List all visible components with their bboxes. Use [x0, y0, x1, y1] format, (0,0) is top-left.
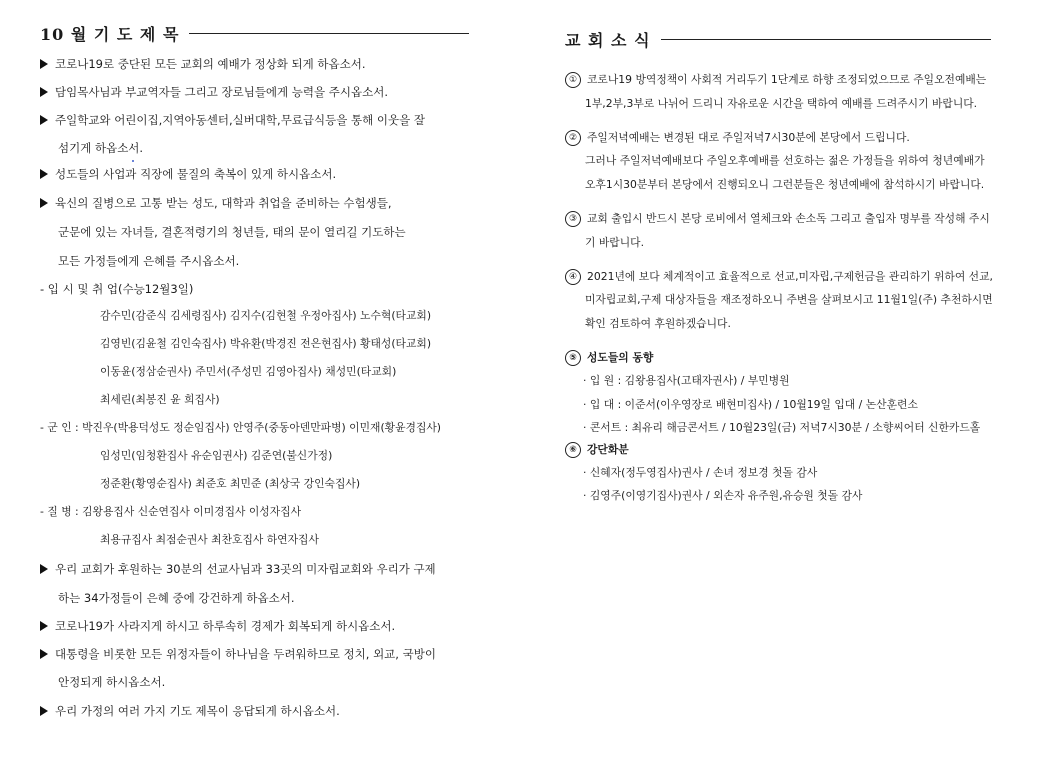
- news-heading: [565, 28, 991, 51]
- triangle-bullet-icon: [40, 59, 48, 69]
- name-list: 최용규집사 최점순권사 최찬호집사 하연자집사: [100, 533, 319, 546]
- news-item-continued: 미자립교회,구제 대상자들을 재조정하오니 주변을 살펴보시고 11월1일(주) 추천하시면: [585, 293, 993, 306]
- news-item-4: ④ 2021년에 보다 체계적이고 효율적으로 선교,미자립,구제헌금을 관리하기 위하여 선교,: [565, 269, 993, 285]
- news-title: 교 회 소 식: [565, 31, 651, 50]
- triangle-bullet-icon: [40, 649, 48, 659]
- news-item-continued: 확인 검토하여 후원하겠습니다.: [585, 317, 731, 330]
- prayer-item: 코로나19로 중단된 모든 교회의 예배가 정상화 되게 하옵소서.: [40, 56, 366, 72]
- news-item-1: ① 코로나19 방역정책이 사회적 거리두기 1단계로 하향 조정되었으므로 주일오전예배는: [565, 72, 986, 88]
- member-news: · 콘서트 : 최유리 해금콘서트 / 10월23일(금) 저녁7시30분 / 소향씨어터 신한카드홀: [583, 421, 981, 434]
- flower-news: · 김영주(이영기집사)권사 / 외손자 유주원,유승원 첫돌 감사: [583, 489, 863, 502]
- circled-number-icon: ⑥: [565, 442, 581, 458]
- triangle-bullet-icon: [40, 706, 48, 716]
- circled-number-icon: ④: [565, 269, 581, 285]
- stray-dot: [132, 160, 134, 162]
- news-item-continued: 그러나 주일저녁예배보다 주일오후예배를 선호하는 젊은 가정들을 위하여 청년예배가: [585, 154, 985, 167]
- name-list: 이동윤(정삼순권사) 주민서(주성민 김영아집사) 채성민(타교회): [100, 365, 397, 378]
- name-list: 감수민(감준식 김세령집사) 김지수(김현철 우정아집사) 노수혁(타교회): [100, 309, 432, 322]
- circled-number-icon: ②: [565, 130, 581, 146]
- prayer-item: 주일학교와 어린이집,지역아동센터,실버대학,무료급식등을 통해 이웃을 잘: [40, 112, 425, 128]
- prayer-item-continued: 섬기게 하옵소서.: [58, 141, 144, 155]
- illness-heading: - 질 병 : 김왕용집사 신순연집사 이미경집사 이성자집사: [40, 505, 302, 518]
- name-list: 정준환(황영순집사) 최준호 최민준 (최상국 강인숙집사): [100, 477, 361, 490]
- news-item-continued: 오후1시30분부터 본당에서 진행되오니 그런분들은 청년예배에 참석하시기 바랍니다.: [585, 178, 985, 191]
- triangle-bullet-icon: [40, 564, 48, 574]
- triangle-bullet-icon: [40, 621, 48, 631]
- news-item-continued: 기 바랍니다.: [585, 236, 645, 249]
- news-item-6: ⑥ 강단화분: [565, 442, 629, 458]
- circled-number-icon: ⑤: [565, 350, 581, 366]
- circled-number-icon: ③: [565, 211, 581, 227]
- prayer-title: 10 월 기 도 제 목: [40, 25, 180, 44]
- name-list: 김영빈(김윤철 김인숙집사) 박유환(박경진 전은현집사) 황태성(타교회): [100, 337, 432, 350]
- triangle-bullet-icon: [40, 169, 48, 179]
- prayer-item-continued: 모든 가정들에게 은혜를 주시옵소서.: [58, 254, 240, 268]
- prayer-item: 성도들의 사업과 직장에 물질의 축복이 있게 하시옵소서.: [40, 166, 336, 182]
- military-heading: - 군 인 : 박진우(박용덕성도 정순임집사) 안영주(중동아덴만파병) 이민재(황윤경집사): [40, 421, 442, 434]
- news-item-2: ② 주일저녁예배는 변경된 대로 주일저녁7시30분에 본당에서 드립니다.: [565, 130, 910, 146]
- prayer-item-continued: 하는 34가정들이 은혜 중에 강건하게 하옵소서.: [58, 591, 295, 605]
- prayer-item: 코로나19가 사라지게 하시고 하루속히 경제가 회복되게 하시옵소서.: [40, 618, 395, 634]
- prayer-item-continued: 군문에 있는 자녀들, 결혼적령기의 청년들, 태의 문이 열리길 기도하는: [58, 225, 406, 239]
- news-item-continued: 1부,2부,3부로 나뉘어 드리니 자유로운 시간을 택하여 예배를 드려주시기 바랍니다.: [585, 97, 978, 110]
- exam-heading: - 입 시 및 취 업(수능12월3일): [40, 282, 194, 296]
- heading-rule: [661, 39, 991, 40]
- circled-number-icon: ①: [565, 72, 581, 88]
- news-item-3: ③ 교회 출입시 반드시 본당 로비에서 열체크와 손소독 그리고 출입자 명부를 작성해 주시: [565, 211, 990, 227]
- member-news: · 입 원 : 김왕용집사(고태자권사) / 부민병원: [583, 374, 790, 387]
- member-news: · 입 대 : 이준서(이우영장로 배현미집사) / 10월19일 입대 / 논산훈련소: [583, 398, 918, 411]
- prayer-heading: [40, 22, 469, 45]
- prayer-item: 대통령을 비롯한 모든 위정자들이 하나님을 두려워하므로 정치, 외교, 국방이: [40, 646, 436, 662]
- name-list: 임성민(임청환집사 유순임권사) 김준연(불신가정): [100, 449, 333, 462]
- prayer-item-continued: 안정되게 하시옵소서.: [58, 675, 166, 689]
- flower-news: · 신혜자(정두영집사)권사 / 손녀 정보경 첫돌 감사: [583, 466, 818, 479]
- heading-rule: [189, 33, 469, 34]
- prayer-item: 담임목사님과 부교역자들 그리고 장로님들에게 능력을 주시옵소서.: [40, 84, 388, 100]
- triangle-bullet-icon: [40, 198, 48, 208]
- name-list: 최세린(최봉진 윤 희집사): [100, 393, 220, 406]
- prayer-item: 육신의 질병으로 고통 받는 성도, 대학과 취업을 준비하는 수험생들,: [40, 195, 392, 211]
- prayer-item: 우리 가정의 여러 가지 기도 제목이 응답되게 하시옵소서.: [40, 703, 340, 719]
- prayer-item: 우리 교회가 후원하는 30분의 선교사님과 33곳의 미자립교회와 우리가 구제: [40, 561, 436, 577]
- triangle-bullet-icon: [40, 87, 48, 97]
- triangle-bullet-icon: [40, 115, 48, 125]
- news-item-5: ⑤ 성도들의 동향: [565, 350, 653, 366]
